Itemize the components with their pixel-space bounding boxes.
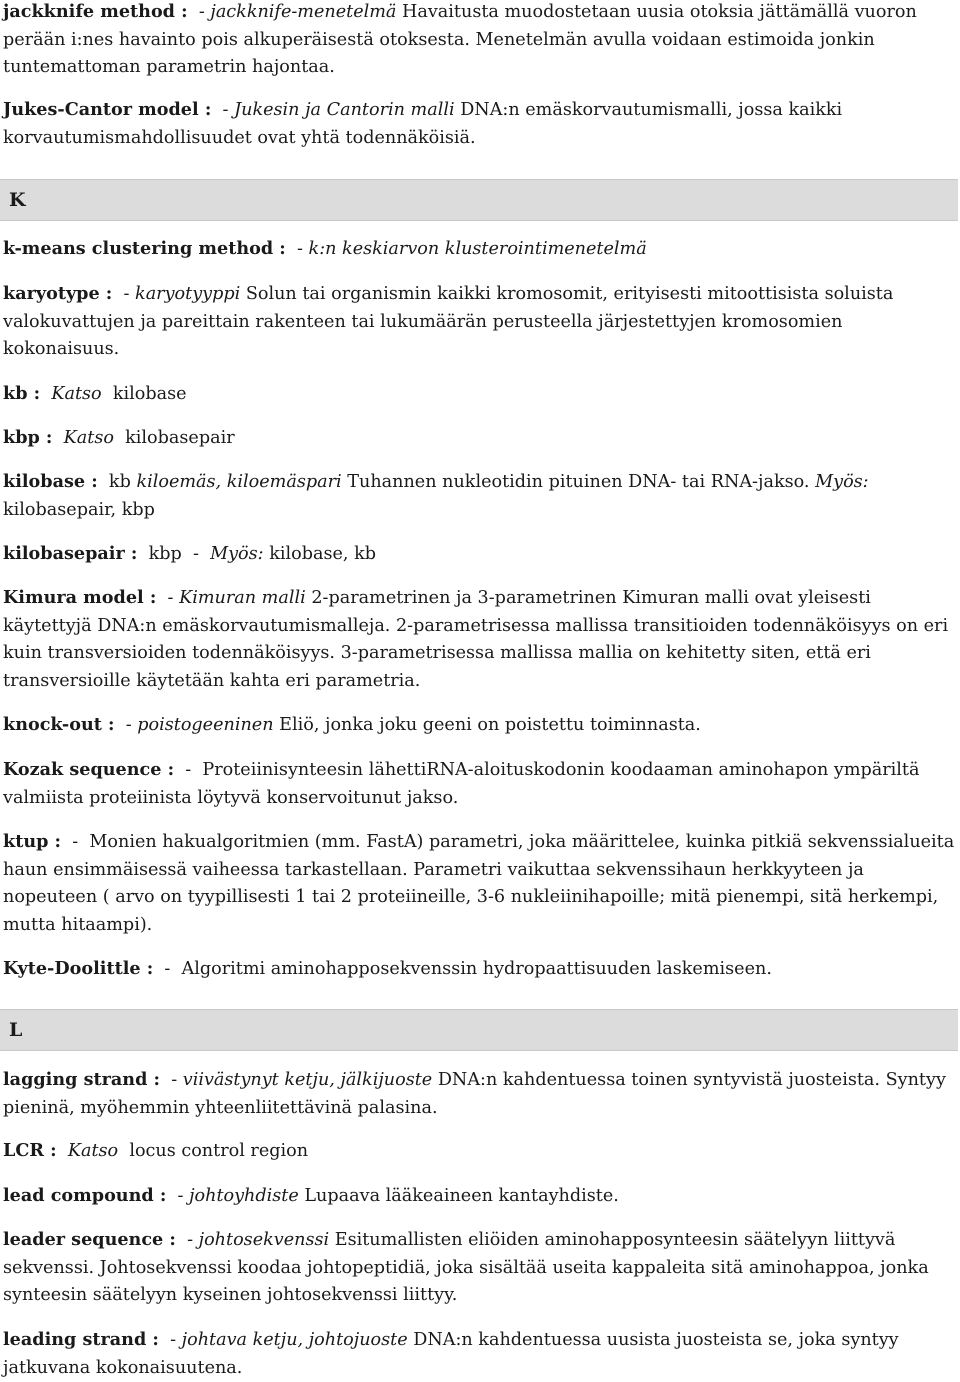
finnish-term: johtosekvenssi xyxy=(198,1230,330,1250)
dash: - xyxy=(185,760,192,780)
glossary-entry-kbp xyxy=(3,424,958,453)
entry-definition: Tuhannen nukleotidin pituinen DNA- tai RNA-jakso. xyxy=(347,472,810,492)
dash: - xyxy=(222,100,229,120)
entry-term: LCR xyxy=(3,1140,44,1161)
glossary-entry-lead-compound xyxy=(3,1182,958,1211)
dash: - xyxy=(170,1330,177,1350)
dash: - xyxy=(171,1070,178,1090)
entry-term: k-means clustering method xyxy=(3,238,274,259)
see-link[interactable]: locus control region xyxy=(129,1141,309,1161)
term-separator: : xyxy=(175,1,188,22)
term-separator: : xyxy=(124,543,138,564)
dash: - xyxy=(72,832,79,852)
dash: - xyxy=(125,715,132,735)
entry-term: knock-out xyxy=(3,714,102,735)
glossary-entry-k-means-clustering xyxy=(3,235,958,264)
entry-definition: Eliö, jonka joku geeni on poistettu toiminnasta. xyxy=(279,715,701,735)
glossary-entry-ktup xyxy=(3,828,958,939)
term-separator: : xyxy=(44,1140,57,1161)
entry-term: lead compound xyxy=(3,1185,154,1206)
see-link[interactable]: kilobase xyxy=(112,384,187,404)
entry-term: leading strand xyxy=(3,1329,147,1350)
glossary-entry-jukes-cantor-model xyxy=(3,96,958,152)
glossary-entry-knock-out xyxy=(3,711,958,740)
entry-definition: Esitumallisten eliöiden aminohapposynteesin säätelyyn liittyvä sekvenssi. Johtosekvenssi koodaa johtopeptidiä, joka sisältää useita kappaleita sitä aminohappoa, jonka synteesin säätelyyn kyseinen johtosekvenssi liittyy. xyxy=(3,1230,929,1305)
section-letter: K xyxy=(9,189,26,211)
entry-definition: Havaitusta muodostetaan uusia otoksia jättämällä vuoron perään i:nes havainto pois alkuperäisestä otoksesta. Menetelmän avulla voidaan estimoida jonkin tuntemattoman parametrin hajontaa. xyxy=(3,2,917,77)
entry-definition: DNA:n kahdentuessa uusista juosteista se, joka syntyy jatkuvana kokonaisuutena. xyxy=(3,1330,899,1378)
entry-term: kilobase xyxy=(3,471,86,492)
dash: - xyxy=(177,1186,184,1206)
glossary-entry-kb xyxy=(3,380,958,409)
glossary-entry-leading-strand xyxy=(3,1326,958,1382)
glossary-entry-kimura-model xyxy=(3,584,958,695)
dash: - xyxy=(198,2,205,22)
entry-definition: Lupaava lääkeaineen kantayhdiste. xyxy=(304,1186,619,1206)
see-link[interactable]: kilobasepair xyxy=(125,428,235,448)
term-separator: : xyxy=(273,238,286,259)
also-links[interactable]: kilobasepair, kbp xyxy=(3,499,155,520)
section-letter: L xyxy=(9,1019,23,1041)
finnish-term: johtoyhdiste xyxy=(189,1186,299,1206)
term-separator: : xyxy=(143,587,157,608)
glossary-entry-kyte-doolittle xyxy=(3,955,958,984)
entry-term: kilobasepair xyxy=(3,543,125,564)
term-separator: : xyxy=(85,471,98,492)
entry-term: Kozak sequence xyxy=(3,759,162,780)
finnish-term: johtava ketju, johtojuoste xyxy=(181,1330,408,1350)
entry-term: ktup xyxy=(3,831,49,852)
finnish-term: viivästynyt ketju, jälkijuoste xyxy=(182,1070,433,1090)
dash: - xyxy=(296,239,303,259)
term-separator: : xyxy=(140,958,154,979)
entry-term: Jukes-Cantor model xyxy=(3,99,199,120)
glossary-entry-jackknife-method xyxy=(3,0,958,82)
term-separator: : xyxy=(153,1185,167,1206)
entry-definition: DNA:n emäskorvautumismalli, jossa kaikki korvautumismahdollisuudet ovat yhtä todennäköisiä. xyxy=(3,100,843,148)
entry-term: karyotype xyxy=(3,283,100,304)
term-separator: : xyxy=(48,831,62,852)
entry-definition: DNA:n kahdentuessa toinen syntyvistä juosteista. Syntyy pieninä, myöhemmin yhteenliitettävinä palasina. xyxy=(3,1070,946,1118)
finnish-term: Jukesin ja Cantorin malli xyxy=(234,100,455,120)
dash: - xyxy=(167,588,174,608)
glossary-entry-leader-sequence xyxy=(3,1226,958,1310)
section-header-k xyxy=(0,179,958,221)
finnish-term: k:n keskiarvon klusterointimenetelmä xyxy=(308,239,647,259)
see-label: Katso xyxy=(67,1141,119,1161)
finnish-term: Kimuran malli xyxy=(179,588,306,608)
term-separator: : xyxy=(161,759,175,780)
entry-definition: Solun tai organismin kaikki kromosomit, erityisesti mitoottisista soluista valokuvattujen ja pareittain rakenteen tai lukumäärän perusteella järjestettyjen kromosomien kokonaisuus. xyxy=(3,284,894,359)
entry-term: Kyte-Doolittle xyxy=(3,958,141,979)
term-separator: : xyxy=(163,1229,176,1250)
also-links[interactable]: kilobase, kb xyxy=(269,544,376,564)
term-separator: : xyxy=(101,714,115,735)
entry-term: leader sequence xyxy=(3,1229,164,1250)
abbreviation: kbp xyxy=(148,544,182,564)
term-separator: : xyxy=(99,283,113,304)
finnish-term: jackknife-menetelmä xyxy=(210,2,397,22)
term-separator: : xyxy=(147,1069,161,1090)
glossary-entry-lcr xyxy=(3,1137,958,1166)
section-header-l xyxy=(0,1009,958,1051)
term-separator: : xyxy=(39,427,53,448)
see-label: Katso xyxy=(63,428,114,448)
entry-term: jackknife method xyxy=(3,1,175,22)
glossary-entry-karyotype xyxy=(3,280,958,364)
term-separator: : xyxy=(27,383,41,404)
glossary-entry-kozak-sequence xyxy=(3,756,958,812)
also-label: Myös: xyxy=(210,544,264,564)
glossary-entry-kilobase xyxy=(3,468,958,524)
entry-definition: Algoritmi aminohapposekvenssin hydropaattisuuden laskemiseen. xyxy=(181,959,772,979)
dash: - xyxy=(123,284,130,304)
also-label: Myös: xyxy=(815,472,869,492)
abbreviation: kb xyxy=(108,472,131,492)
entry-definition: Monien hakualgoritmien (mm. FastA) parametri, joka määrittelee, kuinka pitkiä sekvenssialueita haun ensimmäisessä vaiheessa tarkastellaan. Parametri vaikuttaa sekvenssihaun herkkyyteen ja nopeuteen ( arvo on tyypillisesti 1 tai 2 proteiineille, 3-6 nukleiinihapoille; mitä pienempi, sitä herkempi, mutta hitaampi). xyxy=(3,832,955,935)
dash: - xyxy=(164,959,171,979)
entry-term: kb xyxy=(3,383,28,404)
finnish-term: poistogeeninen xyxy=(137,715,274,735)
see-label: Katso xyxy=(51,384,102,404)
entry-definition: Proteiinisynteesin lähettiRNA-aloituskodonin koodaaman aminohapon ympäriltä valmiista proteiinista löytyvä konservoitunut jakso. xyxy=(3,760,920,808)
glossary-entry-lagging-strand xyxy=(3,1066,958,1122)
glossary-entry-kilobasepair xyxy=(3,540,958,569)
term-separator: : xyxy=(198,99,212,120)
finnish-term: kiloemäs, kiloemäspari xyxy=(136,472,342,492)
finnish-term: karyotyyppi xyxy=(135,284,241,304)
entry-term: lagging strand xyxy=(3,1069,148,1090)
entry-term: Kimura model xyxy=(3,587,144,608)
term-separator: : xyxy=(146,1329,159,1350)
dash: - xyxy=(192,544,199,564)
dash: - xyxy=(187,1230,194,1250)
entry-definition: 2-parametrinen ja 3-parametrinen Kimuran malli ovat yleisesti käytettyjä DNA:n emäskorvautumismalleja. 2-parametrisessa mallissa transitioiden todennäköisyys on eri kuin transversioiden todennäköisyys. 3-parametrisessa mallissa mallia on kehitetty siten, että eri transversioille käytetään kahta eri parametria. xyxy=(3,588,949,691)
entry-term: kbp xyxy=(3,427,40,448)
